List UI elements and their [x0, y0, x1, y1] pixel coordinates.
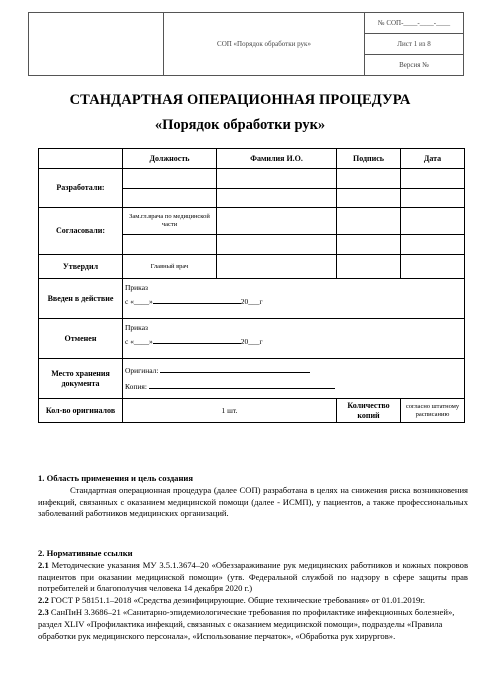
storage-label: Место хранения документа: [39, 359, 123, 399]
originals-count-value: 1 шт.: [123, 399, 337, 423]
col-position: Должность: [123, 149, 217, 169]
section-2-heading: 2. Нормативные ссылки: [38, 548, 133, 558]
header-title: СОП «Порядок обработки рук»: [164, 13, 365, 76]
order2-year: 20___г: [240, 337, 263, 346]
cell: [401, 189, 465, 208]
col-date: Дата: [401, 149, 465, 169]
agreed-label: Согласовали:: [39, 208, 123, 255]
introduced-label: Введен в действие: [39, 279, 123, 319]
originals-count-label: Кол-во оригиналов: [39, 399, 123, 423]
ref-2-1: [38, 560, 468, 595]
copies-count-value: согласно штатному расписанию: [401, 399, 465, 423]
document-title: СТАНДАРТНАЯ ОПЕРАЦИОННАЯ ПРОЦЕДУРА: [69, 92, 411, 108]
cell: [123, 235, 217, 255]
approval-table: [38, 148, 465, 423]
introduced-order: [123, 279, 465, 319]
order1-year: 20___г: [240, 297, 263, 306]
cell: [123, 169, 217, 189]
ref-2-2-num: 2.2: [38, 595, 49, 606]
copy-label: Копия:: [125, 381, 147, 391]
ref-2-3: [38, 607, 468, 642]
order1-title: Приказ: [125, 283, 149, 292]
approved-position: Главный врач: [123, 255, 217, 279]
original-label: Оригинал:: [125, 365, 159, 375]
cell: [401, 169, 465, 189]
section-1: [38, 473, 468, 520]
header-sheet: Лист 1 из 8: [365, 34, 464, 55]
col-name: Фамилия И.О.: [217, 149, 337, 169]
ref-2-2: [38, 595, 468, 607]
ref-2-1-num: 2.1: [38, 559, 49, 570]
cell: [217, 169, 337, 189]
header-table: [28, 12, 464, 76]
order2-date: [125, 335, 462, 349]
cell: [401, 255, 465, 279]
cell: [217, 208, 337, 235]
approved-label: Утвердил: [39, 255, 123, 279]
header-sop-number: № СОП-____-____-____: [365, 13, 464, 34]
corner-cell: [39, 149, 123, 169]
original-field: [125, 363, 462, 379]
document-subtitle: «Порядок обработки рук»: [154, 117, 326, 133]
copy-field: [125, 379, 462, 395]
cell: [217, 235, 337, 255]
header-version: Версия №: [365, 55, 464, 76]
cell: [217, 189, 337, 208]
cell: [337, 235, 401, 255]
cell: [217, 255, 337, 279]
cell: [337, 189, 401, 208]
col-sign: Подпись: [337, 149, 401, 169]
cell: [401, 208, 465, 235]
ref-2-3-num: 2.3: [38, 606, 49, 617]
section-1-heading: 1. Область применения и цель создания: [38, 473, 194, 483]
order2-day: с «____»: [125, 337, 153, 346]
ref-2-1-text: Методические указания МУ 3.5.1.3674–20 «Обеззараживание рук медицинских работников и кожных покровов пациентов при оказании медицинской помощи» (утв. Федеральной службой по надзору в сфере защиты прав потребителей и благополучия человека 14 декабря 2020 г.): [38, 559, 469, 594]
section-2: [38, 548, 468, 642]
developed-label: Разработали:: [39, 169, 123, 208]
order2-title: Приказ: [125, 323, 149, 332]
header-blank-cell: [29, 13, 164, 76]
cell: [401, 235, 465, 255]
cancelled-label: Отменен: [39, 319, 123, 359]
cell: [337, 255, 401, 279]
copies-count-label: Количество копий: [337, 399, 401, 423]
cell: [337, 208, 401, 235]
order1-day: с «____»: [125, 297, 153, 306]
ref-2-2-text: ГОСТ Р 58151.1–2018 «Средства дезинфицирующие. Общие технические требования» от 01.01.2019г.: [50, 595, 426, 606]
cell: [123, 189, 217, 208]
agreed-position: Зам.гл.врача по медицинской части: [123, 208, 217, 235]
cancelled-order: [123, 319, 465, 359]
order1-date: [125, 295, 462, 309]
section-1-text: Стандартная операционная процедура (далее СОП) разработана в целях на снижения риска возникновения инфекций, связанных с оказанием медицинской помощи (далее - ИСМП), у пациентов, а также профессиональных заболеваний работников медицинских организаций.: [38, 484, 468, 519]
ref-2-3-text: СанПиН 3.3686–21 «Санитарно-эпидемиологические требования по профилактике инфекционных болезней», раздел XLIV «Профилактика инфекций, связанных с оказанием медицинской помощи», подразделы «Правила обработки рук медицинского персонала», «Использование перчаток», «Обработка рук хирургов».: [38, 606, 455, 641]
storage-fields: [123, 359, 465, 399]
cell: [337, 169, 401, 189]
